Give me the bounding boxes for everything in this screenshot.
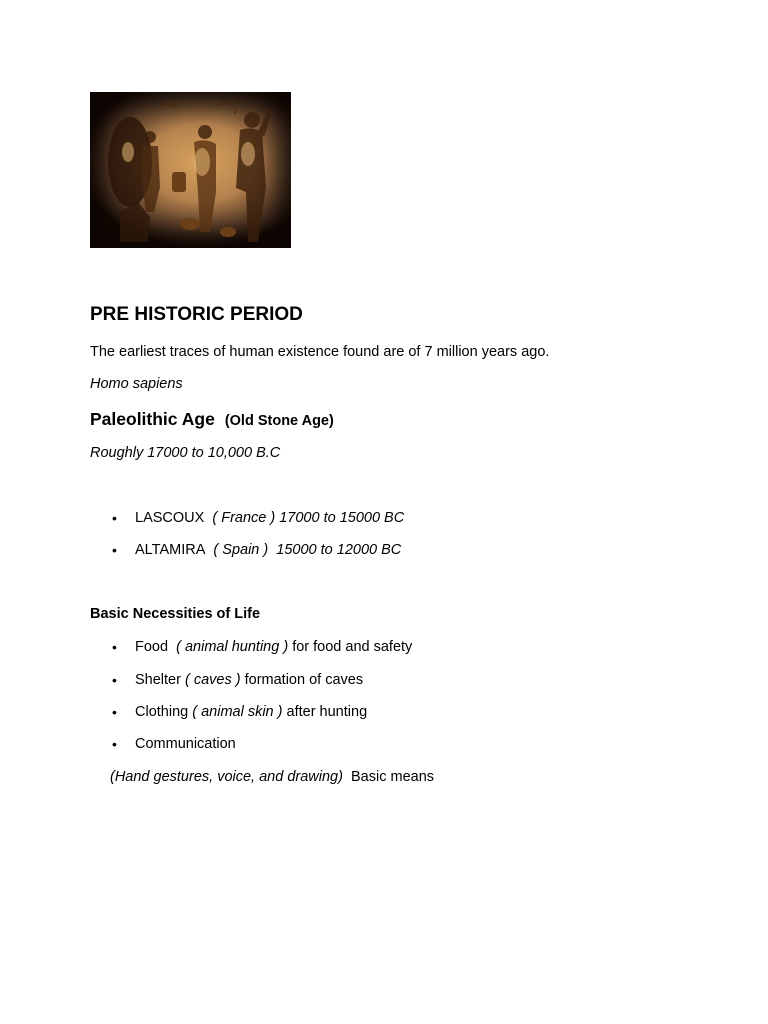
bullet-marker: • [112,542,117,558]
necessity-item [135,736,236,752]
necessity-item [135,639,412,655]
bullet-marker: • [112,672,117,688]
necessity-label: Shelter [135,672,181,688]
site-name: ALTAMIRA [135,542,206,558]
age-name: Paleolithic Age [90,409,215,429]
site-detail: ( France ) 17000 to 15000 BC [204,510,405,526]
site-item [135,542,401,558]
necessity-label: Communication [135,736,236,752]
communication-paren: (Hand gestures, voice, and drawing) [110,769,343,785]
necessity-paren: ( animal hunting ) [176,639,289,655]
necessity-rest: after hunting [286,704,368,720]
bullet-marker: • [112,639,117,655]
site-name: LASCOUX [135,510,205,526]
site-item [135,510,404,526]
necessity-label: Clothing [135,704,189,720]
bullet-marker: • [112,704,117,720]
page-title: PRE HISTORIC PERIOD [90,304,303,325]
communication-note [110,769,434,785]
age-range: Roughly 17000 to 10,000 B.C [90,445,281,461]
necessity-item [135,704,367,720]
age-heading [90,409,334,430]
bullet-marker: • [112,736,117,752]
age-subtitle: (Old Stone Age) [224,413,334,429]
site-detail: ( Spain ) 15000 to 12000 BC [205,542,402,558]
species-line: Homo sapiens [90,376,183,392]
necessity-paren: ( animal skin ) [192,704,283,720]
necessity-label: Food [135,639,169,655]
necessity-paren: ( caves ) [184,672,241,688]
necessities-heading: Basic Necessities of Life [90,606,261,622]
necessity-rest: formation of caves [244,672,364,688]
necessity-item [135,672,363,688]
cave-painting-image [90,92,291,248]
communication-rest: Basic means [351,769,435,785]
necessity-rest: for food and safety [292,639,413,655]
cave-scene-illustration [90,92,291,248]
bullet-marker: • [112,510,117,526]
intro-paragraph: The earliest traces of human existence found are of 7 million years ago. [90,344,550,360]
